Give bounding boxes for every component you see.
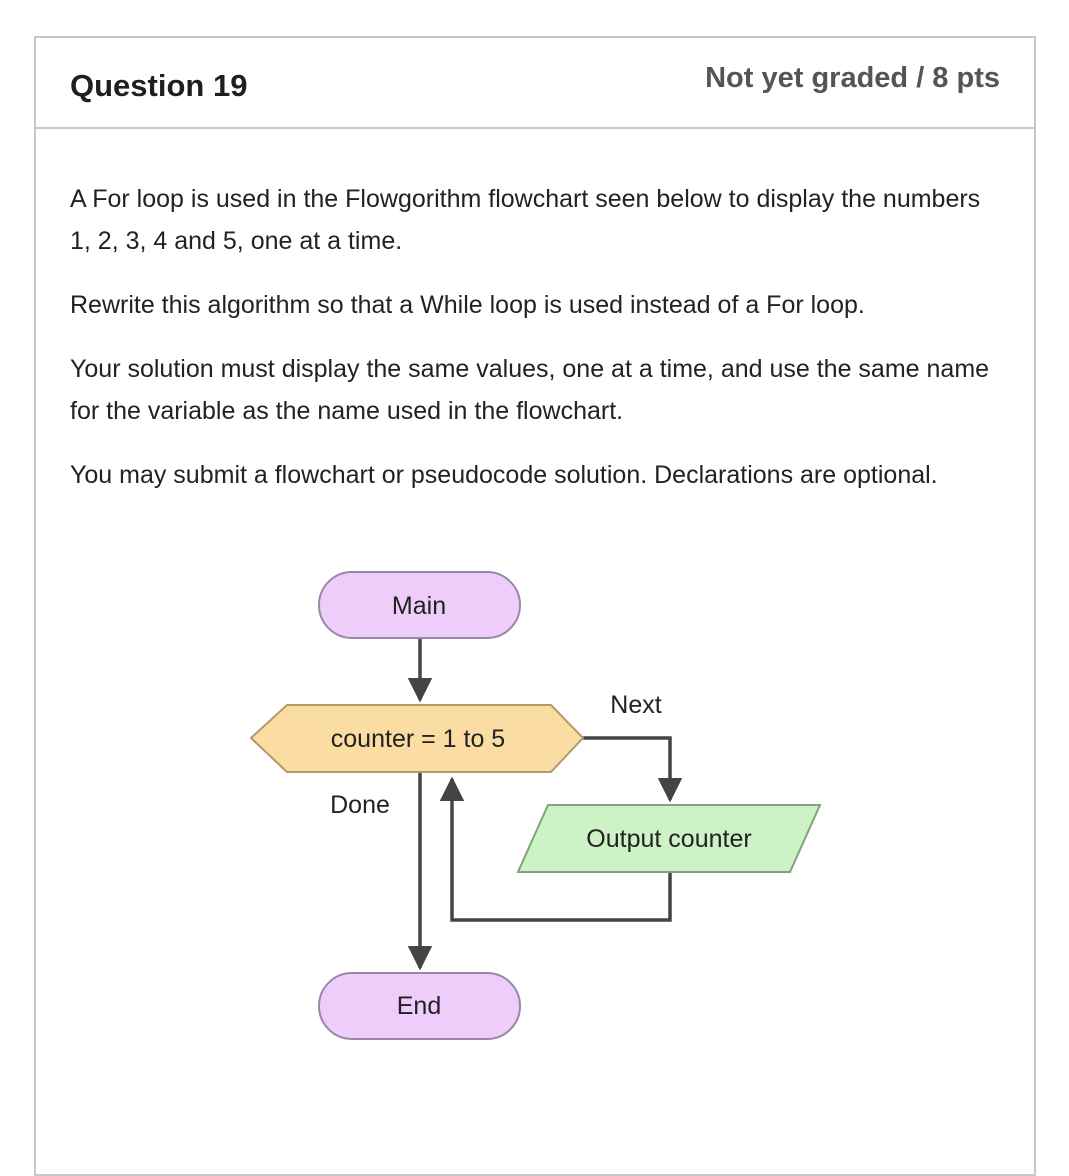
next-branch-label: Next — [610, 691, 662, 719]
connector-next-to-output — [583, 738, 670, 800]
question-paragraph-4: You may submit a flowchart or pseudocode solution. Declarations are optional. — [70, 461, 938, 489]
done-branch-label: Done — [330, 791, 390, 819]
output-label: Output counter — [586, 825, 752, 853]
question-paragraph-1: A For loop is used in the Flowgorithm flowchart seen below to display the numbers 1, 2, 3, 4 and 5, one at a time. — [70, 185, 981, 255]
end-terminal-label: End — [396, 992, 442, 1020]
question-title: Question 19 — [70, 68, 248, 103]
for-loop-label: counter = 1 to 5 — [330, 725, 506, 753]
question-paragraph-2: Rewrite this algorithm so that a While loop is used instead of a For loop. — [70, 291, 865, 319]
start-terminal-label: Main — [391, 592, 447, 620]
question-paragraph-3: Your solution must display the same values, one at a time, and use the same name for the variable as the name used in the flowchart. — [70, 355, 990, 425]
grade-status: Not yet graded / 8 pts — [705, 62, 1000, 94]
